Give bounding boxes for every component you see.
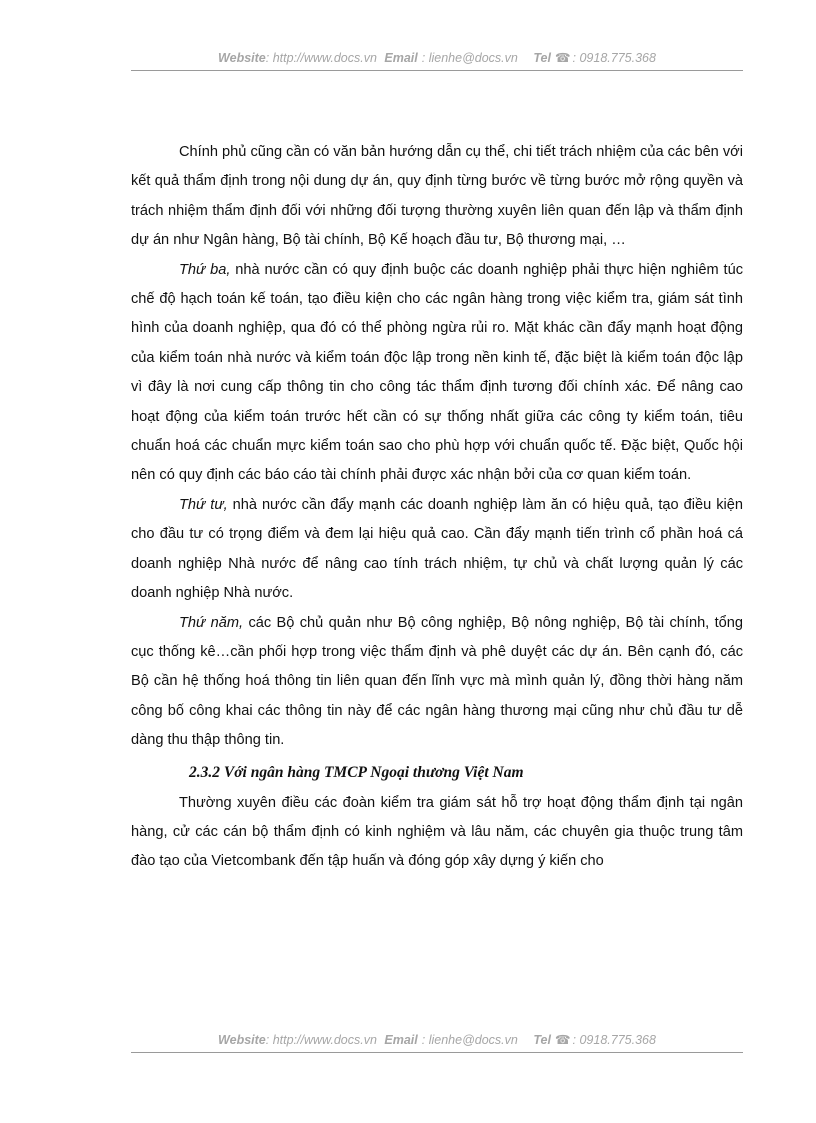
page-footer <box>131 1032 743 1053</box>
paragraph-5: Thường xuyên điều các đoàn kiểm tra giám sát hỗ trợ hoạt động thẩm định tại ngân hàng, cử các cán bộ thẩm định có kinh nghiệm và lâu năm, các chuyên gia thuộc trung tâm đào tạo của Vietcombank đến tập huấn và đóng góp xây dựng ý kiến cho <box>131 794 743 870</box>
paragraph-3 <box>131 491 743 609</box>
footer-tel-value: : 0918.775.368 <box>572 1033 656 1047</box>
paragraph-1: Chính phủ cũng cần có văn bản hướng dẫn cụ thể, chi tiết trách nhiệm của các bên với kết quả thẩm định trong nội dung dự án, quy định từng bước về từng bước mở rộng quyền và trách nhiệm thẩm định đối với những đối tượng thường xuyên liên quan đến lập và thẩm định dự án như Ngân hàng, Bộ tài chính, Bộ Kế hoạch đầu tư, Bộ thương mại, … <box>131 144 743 249</box>
telephone-icon: ☎ <box>554 51 571 65</box>
header-tel-label: Tel <box>533 51 551 65</box>
footer-email-value: : lienhe@docs.vn <box>421 1033 518 1047</box>
paragraph-2 <box>131 256 743 491</box>
header-tel-value: : 0918.775.368 <box>572 51 656 65</box>
section-heading: 2.3.2 Với ngân hàng TMCP Ngoại thương Việt Nam <box>189 763 524 781</box>
header-website-label: Website <box>218 51 266 65</box>
paragraph-3-text: nhà nước cần đẩy mạnh các doanh nghiệp làm ăn có hiệu quả, tạo điều kiện cho đầu tư có trọng điểm và đem lại hiệu quả cao. Cần đẩy mạnh tiến trình cổ phần hoá cá doanh nghiệp Nhà nước để nâng cao tính trách nhiệm, tự chủ và chất lượng quản lý các doanh nghiệp Nhà nước. <box>131 496 743 602</box>
paragraph-4-lead: Thứ năm, <box>179 614 244 631</box>
header-email-label: Email <box>384 51 418 65</box>
footer-website-value: : http://www.docs.vn <box>265 1033 377 1047</box>
paragraph-4-text: các Bộ chủ quản như Bộ công nghiệp, Bộ nông nghiệp, Bộ tài chính, tổng cục thống kê…cần phối hợp trong việc thẩm định và phê duyệt các dự án. Bên cạnh đó, các Bộ cần hệ thống hoá thông tin liên quan đến lĩnh vực mà mình quản lý, đồng thời hàng năm công bố công khai các thông tin này để các ngân hàng thương mại cũng như chủ đầu tư dễ dàng thu thập thông tin. <box>131 614 744 749</box>
paragraph-4 <box>131 609 743 756</box>
header-email-value: : lienhe@docs.vn <box>421 51 518 65</box>
paragraph-3-lead: Thứ tư, <box>179 496 228 513</box>
header-website-value: : http://www.docs.vn <box>265 51 377 65</box>
page-header <box>131 50 743 71</box>
paragraph-2-lead: Thứ ba, <box>179 261 231 278</box>
footer-tel-label: Tel <box>533 1033 551 1047</box>
footer-website-label: Website <box>218 1033 266 1047</box>
footer-email-label: Email <box>384 1033 418 1047</box>
document-body <box>131 138 743 877</box>
paragraph-2-text: nhà nước cần có quy định buộc các doanh nghiệp phải thực hiện nghiêm túc chế độ hạch toán kế toán, tạo điều kiện cho các ngân hàng trong việc kiểm tra, giám sát tình hình của doanh nghiệp, qua đó có thể phòng ngừa rủi ro. Mặt khác cần đẩy mạnh hoạt động của kiểm toán nhà nước và kiểm toán độc lập trong nền kinh tế, đặc biệt là kiểm toán độc lập vì đây là nơi cung cấp thông tin cho công tác thẩm định tương đối chính xác. Để nâng cao hoạt động của kiểm toán trước hết cần có sự thống nhất giữa các công ty kiểm toán, tiêu chuẩn hoá các chuẩn mực kiểm toán sao cho phù hợp với chuẩn quốc tế. Đặc biệt, Quốc hội nên có quy định các báo cáo tài chính phải được xác nhận bởi của cơ quan kiểm toán. <box>131 261 744 484</box>
telephone-icon: ☎ <box>554 1033 571 1047</box>
